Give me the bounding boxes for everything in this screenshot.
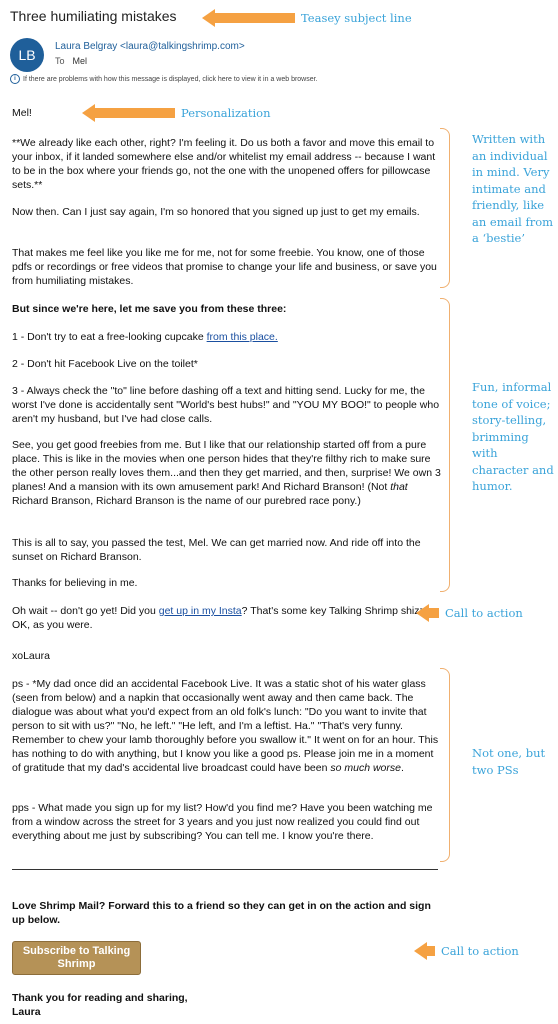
info-icon: i [10,74,20,84]
paragraph-freebie: That makes me feel like you like me for me, not for some freebie. You know, one of those pdfs or recordings or free videos that promise to change your life and business, or save you from humiliating mistakes. [12,247,437,287]
insta-link[interactable]: get up in my Insta [158,605,242,617]
paragraph-freebies-story [12,438,442,508]
email-subject: Three humiliating mistakes [10,8,177,24]
story-text-b: Richard Branson, Richard Branson is the name of our purebred race pony.) [12,495,361,507]
paragraph-thanks: Thanks for believing in me. [12,577,138,589]
ps-text-b: . [400,762,404,774]
sender-address[interactable]: Laura Belgray <laura@talkingshrimp.com> [55,41,245,52]
insta-text-a: Oh wait -- don't go yet! Did you [12,605,159,617]
recipient-name: Mel [72,56,88,66]
paragraph-whitelist: **We already like each other, right? I'm feeling it. Do us both a favor and move this email to your inbox, if it landed somewhere else and/or whitelist my email address -- because I want to be in the box where your friends go, not the one with the unopened offers for pillowcase sets.** [12,137,436,191]
ps-text-a: ps - *My dad once did an accidental Facebook Live. It was a static shot of his water glass (seen from below) and a napkin that occasionally went away and then came back. The dialogue was about what you'd expect from an old folk's lunch: "Do you want to invite that person to sit with us?" "No, he left." "He left, and I'm a leftist. Ha." "That's very funny. Remember to chew your lamb thoroughly before you swallow it." It went on for an hour. This has nothing to do with anything, but I know you like a good ps. Please join me in a moment of gratitude that my dad's accidental live broadcast could have been [12,678,439,774]
individual-note: Written with an individual in mind. Very intimate and friendly, like an email from a ‘bestie’ [472,132,554,245]
tone-note: Fun, informal tone of voice; story-telling, brimming with character and humor. [472,380,554,493]
list-item-3: 3 - Always check the "to" line before dashing off a text and hitting send. Lucky for me, the worst I've done is accidentally sent "World's best hubs!" and "YOU MY BOO!" to people who aren't my husband, but I've had close calls. [12,385,440,425]
story-text-a: See, you get good freebies from me. But I like that our relationship started off from a pure place. This is like in the movies when one person hides that they're filthy rich to make sure the other person really loves them...and then they get married, and then, surprise! We own 3 planes! And a mansion with its own amusement park! And Richard Branson! (Not [12,439,441,493]
list-item-1-text: 1 - Don't try to eat a free-looking cupcake [12,331,207,343]
sender-avatar[interactable]: LB [10,38,44,72]
subject-arrow [202,9,412,27]
subscribe-button[interactable]: Subscribe to Talking Shrimp [12,941,141,975]
arrow-head-icon [202,9,215,27]
paragraph-insta [12,604,442,632]
arrow-head-icon [414,942,427,960]
cta-arrow-1 [416,604,523,622]
signoff: xoLaura [12,650,50,662]
pps-paragraph: pps - What made you sign up for my list? How'd you find me? Have you been watching me from a window across the street for 3 years and you just now realized you could find out everything about me just by subscribing? You can tell me. I know you're there. [12,802,433,842]
section-heading: But since we're here, let me save you from these three: [12,303,287,315]
paragraph-passed-test: This is all to say, you passed the test, Mel. We can get married now. And ride off into the sunset on Richard Branson. [12,537,421,563]
subject-note: Teasey subject line [301,11,412,25]
display-warning[interactable] [10,74,318,84]
paragraph-honored: Now then. Can I just say again, I'm so honored that you signed up just to get my emails. [12,206,420,218]
arrow-head-icon [82,104,95,122]
ps-emphasis: so much worse [330,762,401,774]
arrow-head-icon [416,604,429,622]
recipient-row [55,56,87,66]
thanks-line: Thank you for reading and sharing, [12,992,188,1004]
greeting: Mel! [12,107,32,119]
signature-name: Laura [12,1006,41,1018]
display-warning-text[interactable]: If there are problems with how this message is displayed, click here to view it in a web browser. [23,75,318,83]
footer-divider [12,869,438,870]
brace-intro [440,128,450,288]
to-label: To [55,56,65,66]
cta-note-1: Call to action [445,606,523,620]
personalization-arrow [82,104,271,122]
brace-ps [440,668,450,862]
cta-arrow-2 [414,942,519,960]
insta-text-b: ? That's some key Talking Shrimp shizz. OK, as you were. [12,605,428,631]
brace-story [440,298,450,592]
ps-paragraph [12,677,442,775]
story-emphasis: that [390,481,408,493]
forward-prompt: Love Shrimp Mail? Forward this to a friend so they can get in on the action and sign up below. [12,900,431,926]
cta-note-2: Call to action [441,944,519,958]
cupcake-link[interactable]: from this place. [206,331,278,343]
personalization-note: Personalization [181,106,271,120]
list-item-1 [12,330,442,344]
list-item-2: 2 - Don't hit Facebook Live on the toilet* [12,358,198,370]
ps-note: Not one, but two PSs [472,746,546,777]
